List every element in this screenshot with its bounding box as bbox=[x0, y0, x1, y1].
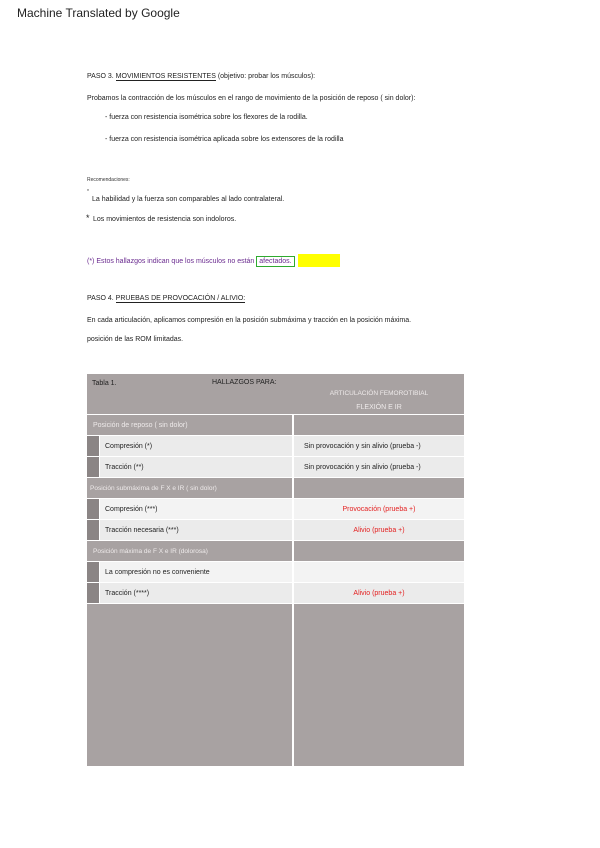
section-max-title: Posición máxima de F X e IR (dolorosa) bbox=[87, 541, 292, 561]
table-row-result-positive: Alivio (prueba +) bbox=[294, 520, 464, 540]
highlight-yellow-block bbox=[298, 254, 340, 267]
machine-translated-banner: Machine Translated by Google bbox=[17, 6, 180, 20]
table-row-result: Sin provocación y sin alivio (prueba -) bbox=[294, 436, 464, 456]
table-row-result-empty bbox=[294, 562, 464, 582]
row-strip bbox=[87, 583, 99, 603]
table-row-result-positive: Provocación (prueba +) bbox=[294, 499, 464, 519]
step3-title-underlined: MOVIMIENTOS RESISTENTES bbox=[115, 73, 216, 80]
table-row-label: Tracción (****) bbox=[100, 583, 292, 603]
step4-line-2: posición de las ROM limitadas. bbox=[87, 336, 184, 343]
recommendation-2: Los movimientos de resistencia son indoloros. bbox=[93, 216, 237, 223]
table-row-label: Compresión (*) bbox=[100, 436, 292, 456]
table-empty-left bbox=[87, 604, 292, 766]
section-submax-empty bbox=[294, 478, 464, 498]
row-strip bbox=[87, 562, 99, 582]
findings-table bbox=[87, 374, 464, 766]
recommendation-1: La habilidad y la fuerza son comparables al lado contralateral. bbox=[92, 196, 285, 203]
table-empty-right bbox=[294, 604, 464, 766]
step3-intro: Probamos la contracción de los músculos en el rango de movimiento de la posición de reposo ( sin dolor): bbox=[87, 95, 416, 102]
step3-item-1: - fuerza con resistencia isométrica sobre los flexores de la rodilla. bbox=[105, 114, 308, 121]
section-max-empty bbox=[294, 541, 464, 561]
table-heading: HALLAZGOS PARA: bbox=[212, 378, 277, 386]
table-row-result: Sin provocación y sin alivio (prueba -) bbox=[294, 457, 464, 477]
section-submax-title: Posición submáxima de F X e IR ( sin dolor) bbox=[87, 478, 292, 498]
step4-title bbox=[87, 295, 245, 302]
bullet-asterisk-1: * bbox=[87, 189, 89, 195]
table-row-label: Tracción (**) bbox=[100, 457, 292, 477]
table-caption: Tabla 1. bbox=[92, 379, 117, 387]
row-strip bbox=[87, 520, 99, 540]
findings-note-highlight: afectados. bbox=[256, 256, 294, 267]
section-rest-empty bbox=[294, 415, 464, 435]
recommendations-label: Recomendaciones: bbox=[87, 177, 130, 183]
table-row-result-positive: Alivio (prueba +) bbox=[294, 583, 464, 603]
bullet-asterisk-2: * bbox=[86, 213, 90, 223]
step4-title-prefix: PASO 4. bbox=[87, 295, 116, 302]
step3-item-2: - fuerza con resistencia isométrica aplicada sobre los extensores de la rodilla bbox=[105, 136, 344, 143]
row-strip bbox=[87, 457, 99, 477]
step4-title-underlined: PRUEBAS DE PROVOCACIÓN / ALIVIO: bbox=[115, 295, 246, 302]
table-row-label: Tracción necesaria (***) bbox=[100, 520, 292, 540]
column-subtitle: FLEXIÓN E IR bbox=[356, 403, 402, 411]
step3-title-prefix: PASO 3. bbox=[87, 73, 116, 80]
section-rest-title: Posición de reposo ( sin dolor) bbox=[87, 415, 292, 435]
row-strip bbox=[87, 436, 99, 456]
column-title: ARTICULACIÓN FEMOROTIBIAL bbox=[329, 389, 429, 397]
step4-line-1: En cada articulación, aplicamos compresión en la posición submáxima y tracción en la posición máxima. bbox=[87, 317, 412, 324]
row-strip bbox=[87, 499, 99, 519]
findings-note bbox=[87, 256, 295, 267]
table-row-label: La compresión no es conveniente bbox=[100, 562, 292, 582]
step3-title bbox=[87, 73, 315, 80]
step3-title-suffix: (objetivo: probar los músculos): bbox=[215, 73, 316, 80]
findings-note-text: (*) Estos hallazgos indican que los músculos no están bbox=[87, 258, 257, 265]
table-row-label: Compresión (***) bbox=[100, 499, 292, 519]
